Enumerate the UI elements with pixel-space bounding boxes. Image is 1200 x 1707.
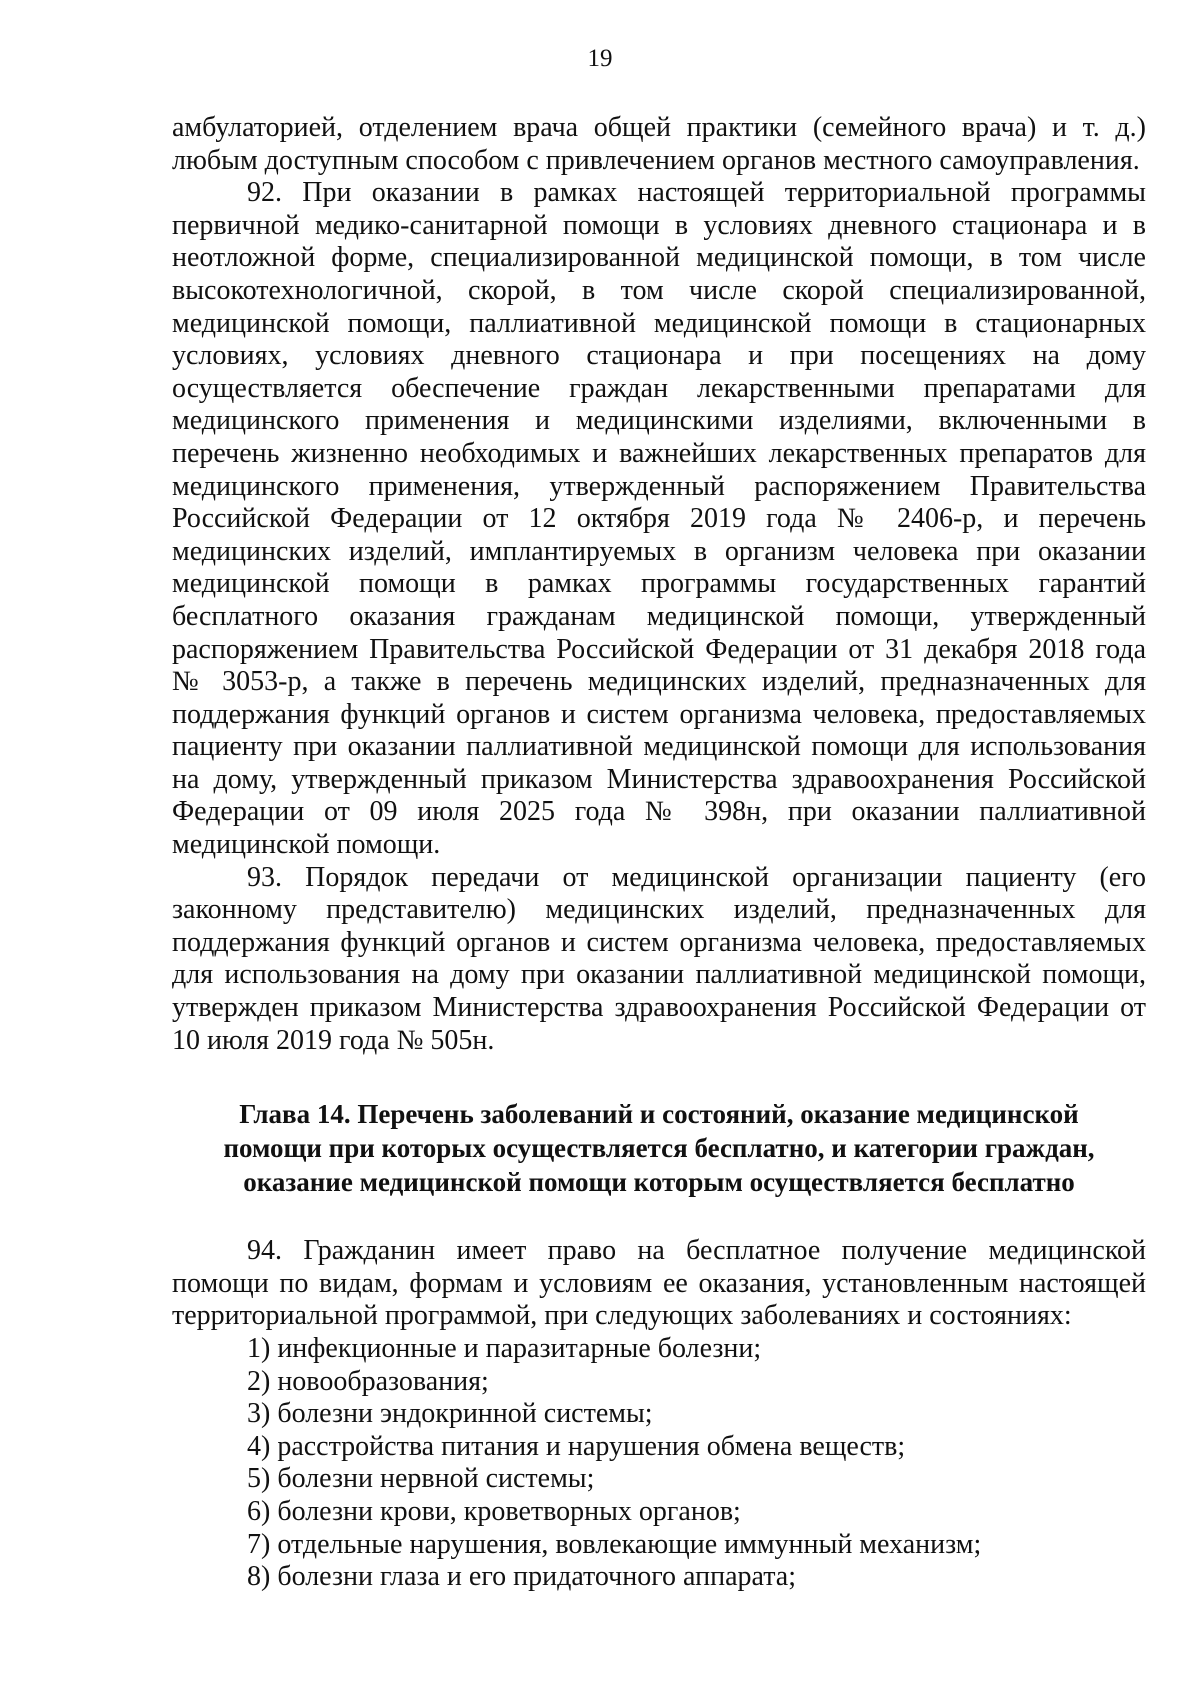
disease-list (172, 1333, 1146, 1594)
paragraph-93: 93. Порядок передачи от медицинской организации пациенту (его законному представителю) медицинских изделий, предназначенных для поддержания функций органов и систем организма человека, предоставляемых для использования на дому при оказании паллиативной медицинской помощи, утвержден приказом Министерства здравоохранения Российской Федерации от 10 июля 2019 года № 505н. (172, 861, 1146, 1056)
paragraph-94: 94. Гражданин имеет право на бесплатное получение медицинской помощи по видам, формам и условиям ее оказания, установленным настоящей территориальной программой, при следующих заболеваниях и состояниях: (172, 1235, 1146, 1332)
list-item: 8) болезни глаза и его придаточного аппарата; (247, 1561, 796, 1593)
list-item: 1) инфекционные и паразитарные болезни; (247, 1333, 762, 1364)
chapter-heading-line-2: помощи при которых осуществляется бесплатно, и категории граждан, (223, 1133, 1095, 1164)
chapter-heading-line-1: Глава 14. Перечень заболеваний и состояний, оказание медицинской (239, 1099, 1079, 1130)
list-item: 4) расстройства питания и нарушения обмена веществ; (247, 1430, 906, 1462)
chapter-heading-line-3: оказание медицинской помощи которым осуществляется бесплатно (243, 1167, 1075, 1198)
paragraph-continuation: амбулаторией, отделением врача общей практики (семейного врача) и т. д.) любым доступным способом с привлечением органов местного самоуправления. (172, 112, 1146, 176)
list-item: 6) болезни крови, кроветворных органов; (247, 1495, 741, 1527)
list-item: 3) болезни эндокринной системы; (247, 1398, 653, 1430)
list-item: 2) новообразования; (247, 1365, 489, 1397)
chapter-heading (172, 1097, 1146, 1199)
list-item: 5) болезни нервной системы; (247, 1463, 595, 1495)
page-number: 19 (587, 45, 613, 72)
document-body (172, 112, 1146, 1594)
list-item: 7) отдельные нарушения, вовлекающие иммунный механизм; (247, 1528, 982, 1560)
paragraph-92: 92. При оказании в рамках настоящей территориальной программы первичной медико-санитарной помощи в условиях дневного стационара и в неотложной форме, специализированной медицинской помощи, в том числе высокотехнологичной, скорой, в том числе скорой специализированной, медицинской помощи, паллиативной медицинской помощи в стационарных условиях, условиях дневного стационара и при посещениях на дому осуществляется обеспечение граждан лекарственными препаратами для медицинского применения и медицинскими изделиями, включенными в перечень жизненно необходимых и важнейших лекарственных препаратов для медицинского применения, утвержденный распоряжением Правительства Российской Федерации от 12 октября 2019 года № 2406-р, и перечень медицинских изделий, имплантируемых в организм человека при оказании медицинской помощи в рамках программы государственных гарантий бесплатного оказания гражданам медицинской помощи, утвержденный распоряжением Правительства Российской Федерации от 31 декабря 2018 года № 3053-р, а также в перечень медицинских изделий, предназначенных для поддержания функций органов и систем организма человека, предоставляемых пациенту при оказании паллиативной медицинской помощи для использования на дому, утвержденный приказом Министерства здравоохранения Российской Федерации от 09 июля 2025 года № 398н, при оказании паллиативной медицинской помощи. (172, 177, 1146, 861)
